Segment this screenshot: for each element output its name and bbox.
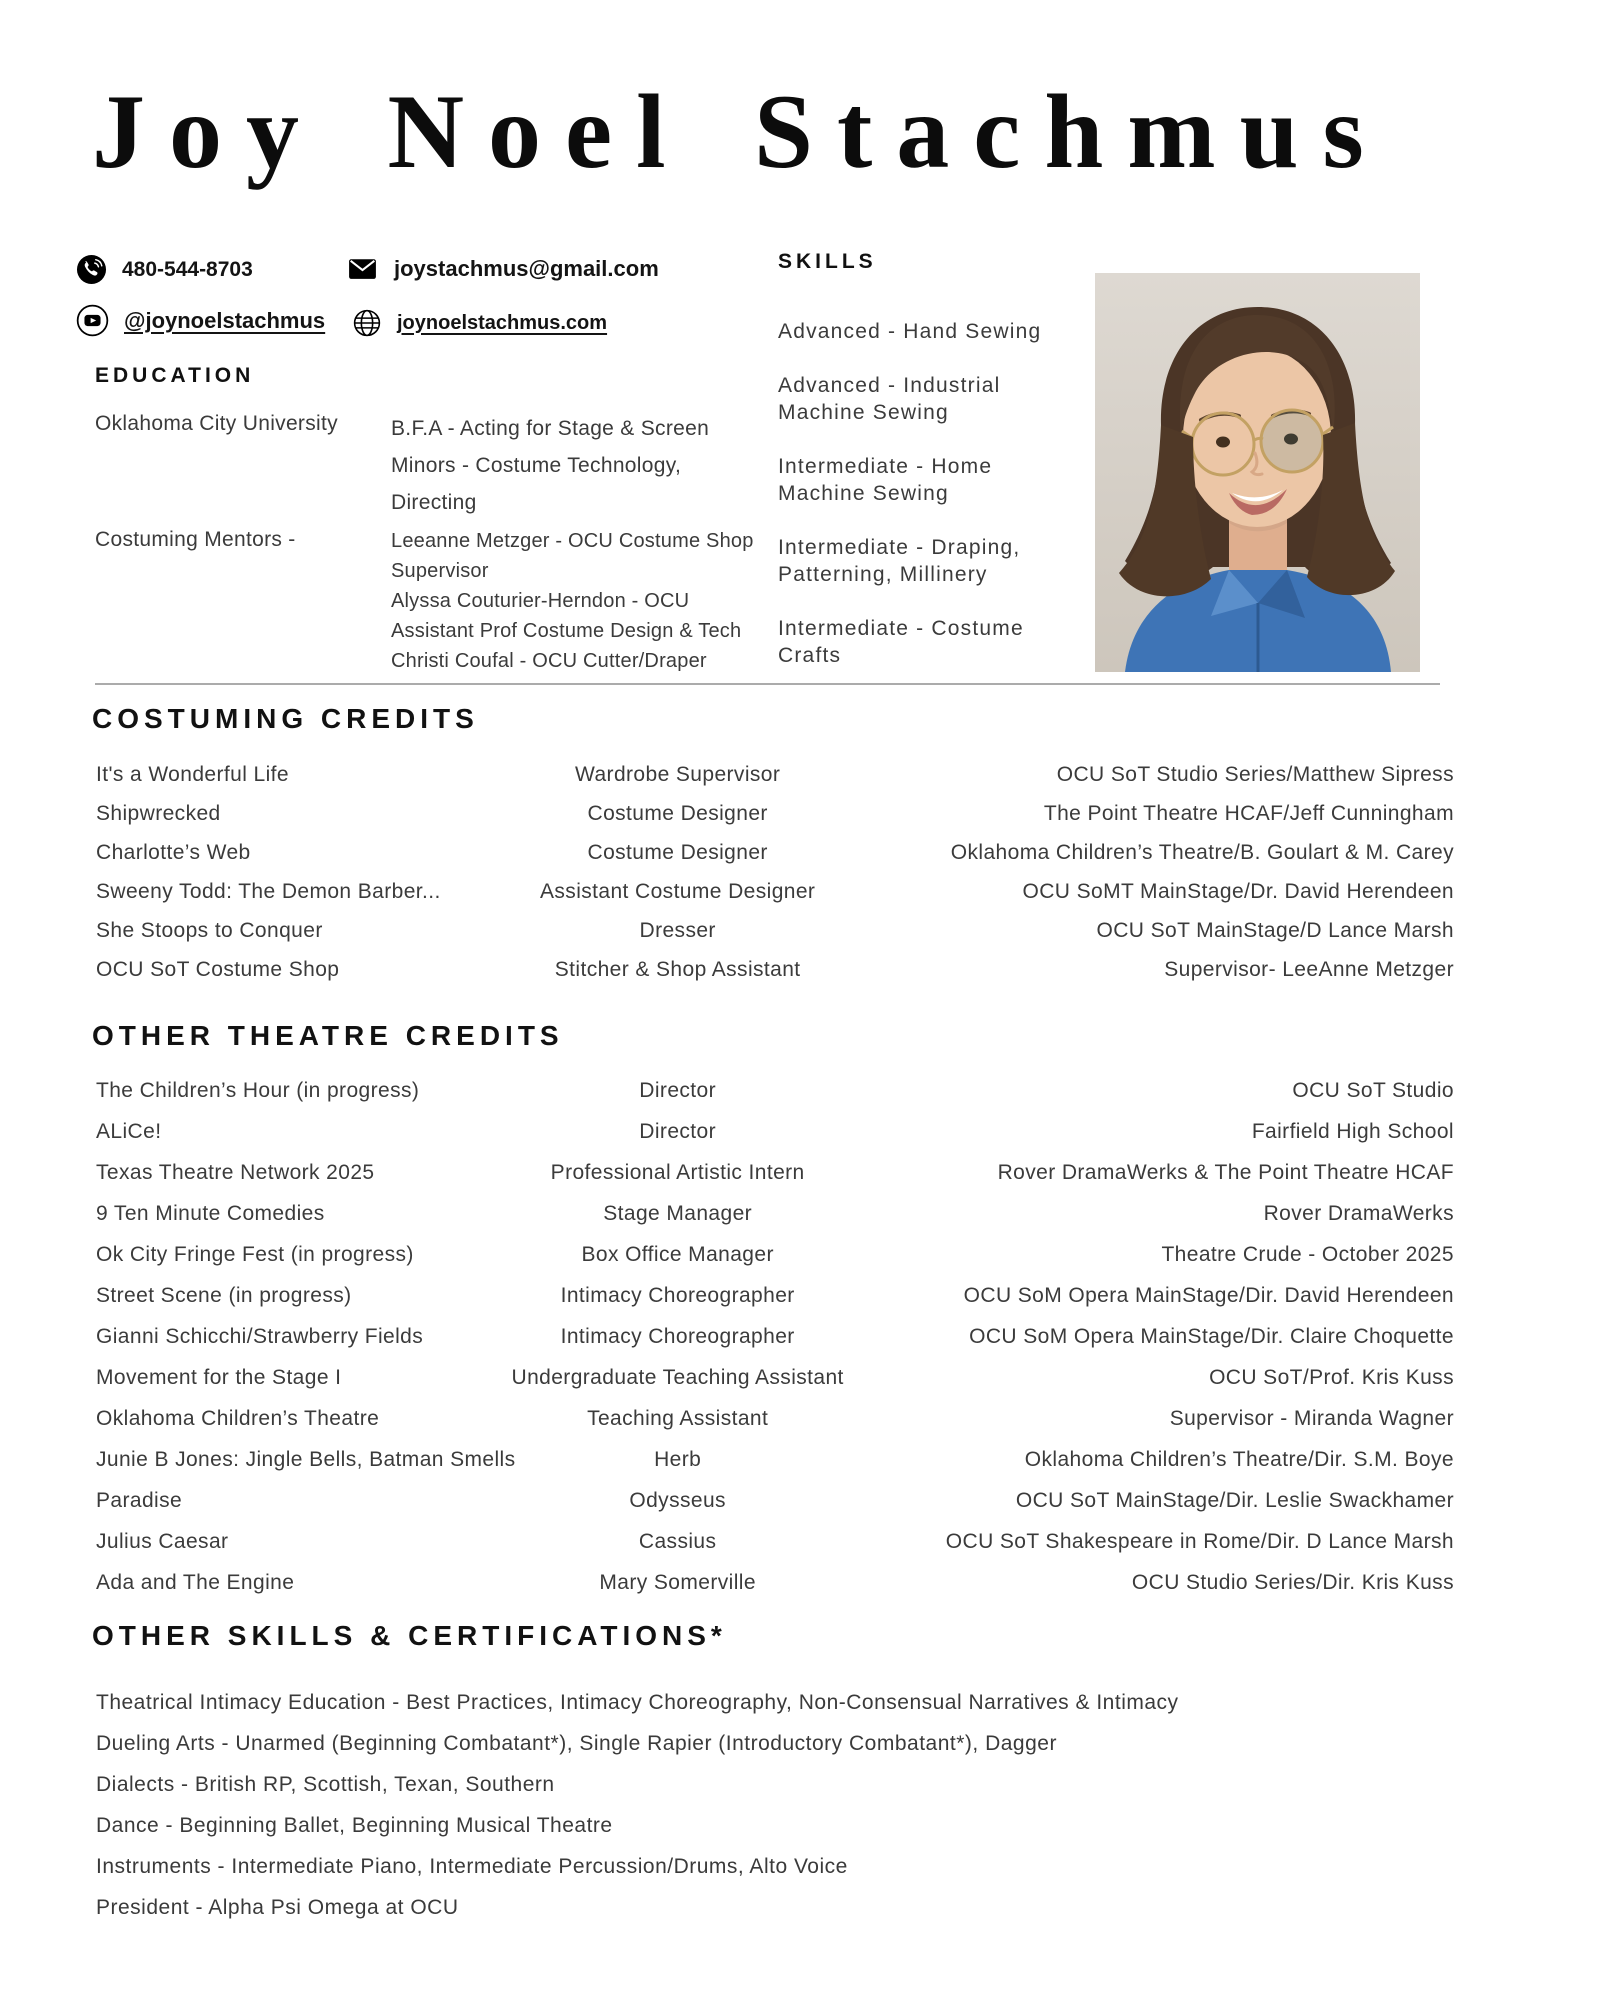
credit-row xyxy=(92,1316,1454,1357)
credit-row xyxy=(92,1111,1454,1152)
production-title: Movement for the Stage I xyxy=(96,1365,342,1389)
costuming-credits-section xyxy=(92,703,1454,989)
credit-row xyxy=(92,911,1454,950)
credit-role: Director xyxy=(639,1078,717,1102)
credit-role: Professional Artistic Intern xyxy=(550,1160,805,1184)
production-title: Texas Theatre Network 2025 xyxy=(96,1160,375,1184)
credit-role: Assistant Costume Designer xyxy=(539,879,816,903)
credit-company: Oklahoma Children’s Theatre/B. Goulart & M. Carey xyxy=(950,840,1454,864)
production-title: ALiCe! xyxy=(96,1119,162,1143)
education-mentors-list xyxy=(391,526,771,676)
skill-item: Advanced - Hand Sewing xyxy=(778,320,1042,343)
production-title: Paradise xyxy=(96,1488,183,1512)
skill-item: Advanced - Industrial Machine Sewing xyxy=(778,374,1001,424)
page-title: Joy Noel Stachmus xyxy=(92,73,1388,190)
education-school: Oklahoma City University xyxy=(95,412,338,435)
education-degree-details xyxy=(391,410,771,521)
skills-heading: SKILLS xyxy=(778,250,877,273)
credit-row xyxy=(92,1152,1454,1193)
credit-row xyxy=(92,1275,1454,1316)
other-skill-line: Instruments - Intermediate Piano, Intermediate Percussion/Drums, Alto Voice xyxy=(96,1855,848,1878)
skills-section xyxy=(778,250,1054,696)
credit-role: Director xyxy=(639,1119,717,1143)
production-title: The Children’s Hour (in progress) xyxy=(96,1078,420,1102)
youtube-handle[interactable]: @joynoelstachmus xyxy=(124,307,326,333)
youtube-icon xyxy=(76,304,109,337)
other-skill-line: President - Alpha Psi Omega at OCU xyxy=(96,1896,459,1919)
other-theatre-credits-heading: OTHER THEATRE CREDITS xyxy=(92,1020,564,1051)
credit-company: OCU SoMT MainStage/Dr. David Herendeen xyxy=(1022,879,1454,903)
production-title: Junie B Jones: Jingle Bells, Batman Smells xyxy=(96,1447,516,1471)
credit-company: OCU SoT MainStage/D Lance Marsh xyxy=(1096,918,1454,942)
education-heading: EDUCATION xyxy=(95,364,255,387)
credit-row xyxy=(92,1439,1454,1480)
phone-number[interactable]: 480-544-8703 xyxy=(122,257,253,281)
credit-role: Dresser xyxy=(639,918,716,942)
mentor-entry: Leeanne Metzger - OCU Costume Shop Supervisor xyxy=(391,530,754,582)
credit-row xyxy=(92,1234,1454,1275)
credit-row xyxy=(92,833,1454,872)
credit-role: Intimacy Choreographer xyxy=(560,1283,795,1307)
production-title: Gianni Schicchi/Strawberry Fields xyxy=(96,1324,424,1348)
education-section xyxy=(95,364,785,676)
credit-role: Teaching Assistant xyxy=(587,1406,769,1430)
contact-youtube[interactable] xyxy=(76,304,325,337)
credit-company: OCU SoT/Prof. Kris Kuss xyxy=(1209,1365,1454,1389)
production-title: Shipwrecked xyxy=(96,801,221,825)
credit-row xyxy=(92,950,1454,989)
credit-role: Stitcher & Shop Assistant xyxy=(554,957,801,981)
credit-role: Wardrobe Supervisor xyxy=(575,762,781,786)
globe-icon xyxy=(352,308,382,338)
mentor-entry: Christi Coufal - OCU Cutter/Draper xyxy=(391,650,707,672)
production-title: Street Scene (in progress) xyxy=(96,1283,352,1307)
skill-item: Intermediate - Costume Crafts xyxy=(778,617,1024,667)
credit-company: Supervisor- LeeAnne Metzger xyxy=(1164,957,1454,981)
credit-role: Mary Somerville xyxy=(599,1570,756,1594)
credit-row xyxy=(92,872,1454,911)
other-theatre-credits-table xyxy=(92,1070,1454,1603)
skill-item: Intermediate - Draping, Patterning, Millinery xyxy=(778,536,1021,586)
other-skills-heading: OTHER SKILLS & CERTIFICATIONS* xyxy=(92,1620,727,1651)
credit-row xyxy=(92,1070,1454,1111)
education-minors-line: Minors - Costume Technology, Directing xyxy=(391,454,682,514)
contact-website[interactable] xyxy=(352,308,607,338)
credit-company: Fairfield High School xyxy=(1251,1119,1454,1143)
other-skill-line: Dance - Beginning Ballet, Beginning Musical Theatre xyxy=(96,1814,613,1837)
other-skills-list xyxy=(92,1682,1454,1928)
credit-role: Odysseus xyxy=(629,1488,726,1512)
headshot-photo xyxy=(1095,273,1420,672)
costuming-credits-heading: COSTUMING CREDITS xyxy=(92,703,479,734)
credit-role: Intimacy Choreographer xyxy=(560,1324,795,1348)
education-degree-line: B.F.A - Acting for Stage & Screen xyxy=(391,417,710,440)
contact-email[interactable] xyxy=(346,252,659,285)
contact-phone[interactable] xyxy=(76,254,253,285)
website-url[interactable]: joynoelstachmus.com xyxy=(397,311,608,334)
credit-company: Supervisor - Miranda Wagner xyxy=(1169,1406,1454,1430)
credit-company: Theatre Crude - October 2025 xyxy=(1161,1242,1454,1266)
credit-role: Stage Manager xyxy=(603,1201,753,1225)
mail-icon xyxy=(346,252,379,285)
credit-company: OCU SoM Opera MainStage/Dir. Claire Choquette xyxy=(969,1324,1454,1348)
skills-list xyxy=(778,318,1054,669)
credit-company: Oklahoma Children’s Theatre/Dir. S.M. Boye xyxy=(1024,1447,1454,1471)
production-title: Oklahoma Children’s Theatre xyxy=(96,1406,380,1430)
credit-role: Costume Designer xyxy=(587,801,768,825)
credit-company: Rover DramaWerks xyxy=(1263,1201,1454,1225)
section-divider xyxy=(95,683,1440,685)
other-skill-line: Theatrical Intimacy Education - Best Practices, Intimacy Choreography, Non-Consensual Narratives & Intimacy xyxy=(96,1691,1179,1714)
credit-row xyxy=(92,1357,1454,1398)
credit-role: Undergraduate Teaching Assistant xyxy=(511,1365,844,1389)
production-title: Charlotte’s Web xyxy=(96,840,251,864)
production-title: Sweeny Todd: The Demon Barber... xyxy=(96,879,441,903)
production-title: OCU SoT Costume Shop xyxy=(96,957,340,981)
education-mentors-label: Costuming Mentors - xyxy=(95,528,296,551)
credit-role: Herb xyxy=(654,1447,702,1471)
production-title: Julius Caesar xyxy=(96,1529,229,1553)
credit-row xyxy=(92,794,1454,833)
production-title: It's a Wonderful Life xyxy=(96,762,289,786)
production-title: She Stoops to Conquer xyxy=(96,918,323,942)
production-title: Ada and The Engine xyxy=(96,1570,295,1594)
other-theatre-credits-section xyxy=(92,1020,1454,1603)
credit-row xyxy=(92,1521,1454,1562)
credit-role: Box Office Manager xyxy=(581,1242,774,1266)
credit-company: Rover DramaWerks & The Point Theatre HCAF xyxy=(997,1160,1454,1184)
other-skills-section xyxy=(92,1620,1454,1928)
skill-item: Intermediate - Home Machine Sewing xyxy=(778,455,993,505)
other-skill-line: Dueling Arts - Unarmed (Beginning Combatant*), Single Rapier (Introductory Combatant*), Dagger xyxy=(96,1732,1057,1755)
credit-row xyxy=(92,1480,1454,1521)
credit-company: OCU SoT Studio xyxy=(1292,1078,1454,1102)
credit-row xyxy=(92,1193,1454,1234)
credit-row xyxy=(92,755,1454,794)
credit-company: OCU SoT MainStage/Dir. Leslie Swackhamer xyxy=(1015,1488,1454,1512)
credit-company: OCU SoM Opera MainStage/Dir. David Herendeen xyxy=(963,1283,1454,1307)
credit-row xyxy=(92,1562,1454,1603)
credit-company: The Point Theatre HCAF/Jeff Cunningham xyxy=(1043,801,1454,825)
other-skill-line: Dialects - British RP, Scottish, Texan, Southern xyxy=(96,1773,555,1796)
credit-row xyxy=(92,1398,1454,1439)
mentor-entry: Alyssa Couturier-Herndon - OCU Assistant Prof Costume Design & Tech xyxy=(391,590,742,642)
credit-company: OCU SoT Shakespeare in Rome/Dir. D Lance Marsh xyxy=(945,1529,1454,1553)
credit-company: OCU SoT Studio Series/Matthew Sipress xyxy=(1056,762,1454,786)
costuming-credits-table xyxy=(92,755,1454,989)
credit-role: Cassius xyxy=(638,1529,717,1553)
production-title: 9 Ten Minute Comedies xyxy=(96,1201,325,1225)
production-title: Ok City Fringe Fest (in progress) xyxy=(96,1242,414,1266)
email-address[interactable]: joystachmus@gmail.com xyxy=(394,255,659,281)
credit-company: OCU Studio Series/Dir. Kris Kuss xyxy=(1131,1570,1454,1594)
credit-role: Costume Designer xyxy=(587,840,768,864)
phone-icon xyxy=(76,254,107,285)
